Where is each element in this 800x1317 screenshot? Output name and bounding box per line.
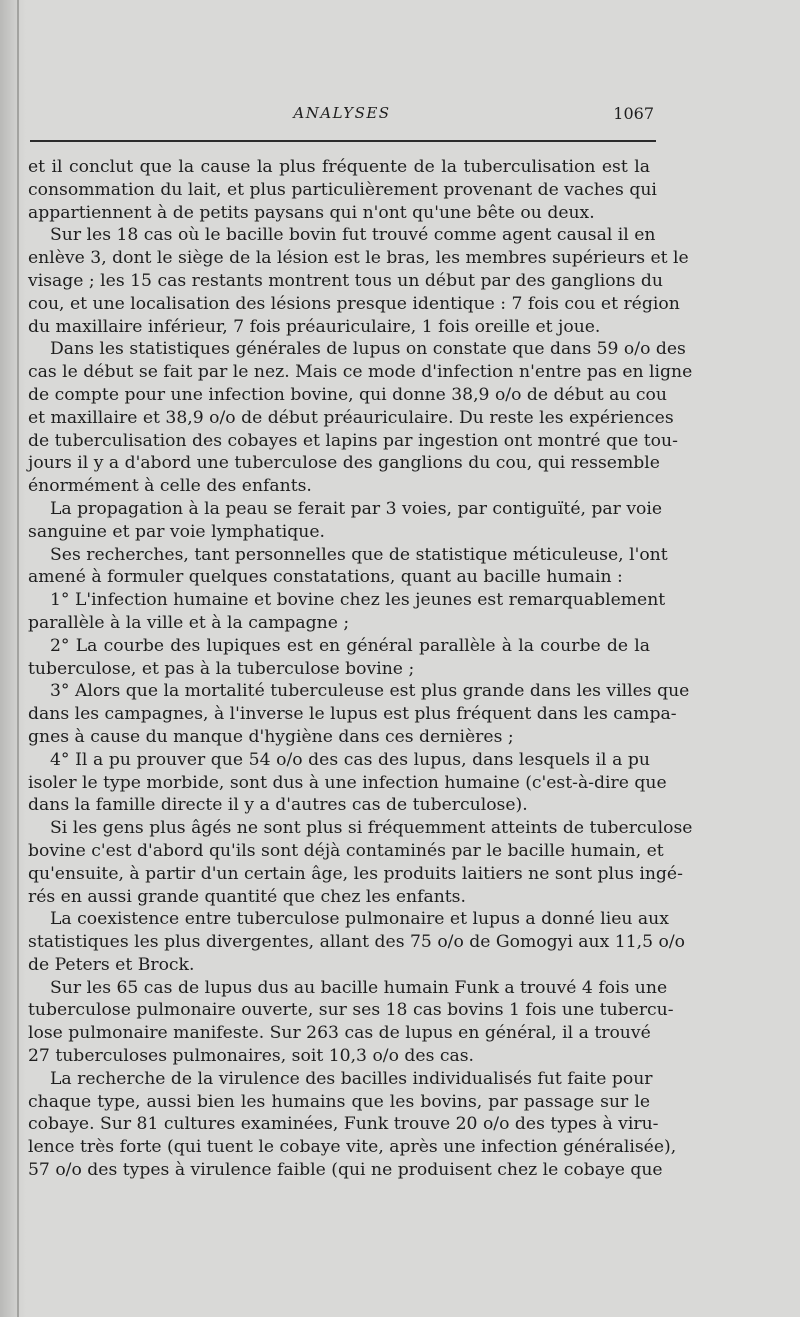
page-number: 1067	[613, 104, 654, 123]
text-line: sanguine et par voie lymphatique.	[28, 521, 326, 542]
text-line: statistiques les plus divergentes, allant des 75 o/o de Gomogyi aux 11,5 o/o	[28, 932, 685, 953]
text-line: consommation du lait, et plus particulièrement provenant de vaches qui	[28, 179, 657, 200]
text-line: et maxillaire et 38,9 o/o de début préauriculaire. Du reste les expériences	[28, 407, 674, 428]
running-title: ANALYSES	[293, 104, 391, 122]
text-line: du maxillaire inférieur, 7 fois préauriculaire, 1 fois oreille et joue.	[28, 316, 601, 337]
header-rule	[30, 140, 656, 142]
text-line: rés en aussi grande quantité que chez les enfants.	[28, 886, 466, 907]
text-line: tuberculose, et pas à la tuberculose bovine ;	[28, 658, 415, 679]
page-header	[30, 104, 654, 134]
text-line: visage ; les 15 cas restants montrent tous un début par des ganglions du	[28, 270, 663, 291]
text-line: Sur les 65 cas de lupus dus au bacille humain Funk a trouvé 4 fois une	[50, 977, 668, 998]
text-line: lence très forte (qui tuent le cobaye vite, après une infection généralisée),	[28, 1137, 677, 1158]
text-line: isoler le type morbide, sont dus à une infection humaine (c'est-à-dire que	[28, 772, 667, 793]
text-line: 27 tuberculoses pulmonaires, soit 10,3 o/o des cas.	[28, 1046, 475, 1067]
text-line: qu'ensuite, à partir d'un certain âge, les produits laitiers ne sont plus ingé-	[28, 863, 683, 884]
text-line: 2° La courbe des lupiques est en général parallèle à la courbe de la	[50, 635, 650, 656]
text-line: La coexistence entre tuberculose pulmonaire et lupus a donné lieu aux	[50, 909, 669, 930]
text-line: dans les campagnes, à l'inverse le lupus est plus fréquent dans les campa-	[28, 704, 677, 725]
text-line: jours il y a d'abord une tuberculose des ganglions du cou, qui ressemble	[28, 453, 660, 474]
text-line: bovine c'est d'abord qu'ils sont déjà contaminés par le bacille humain, et	[28, 840, 664, 861]
text-line: enlève 3, dont le siège de la lésion est le bras, les membres supérieurs et le	[28, 248, 689, 269]
text-line: cas le début se fait par le nez. Mais ce mode d'infection n'entre pas en ligne	[28, 362, 693, 383]
text-line: cou, et une localisation des lésions presque identique : 7 fois cou et région	[28, 293, 680, 314]
text-line: Dans les statistiques générales de lupus on constate que dans 59 o/o des	[50, 339, 686, 360]
text-line: de tuberculisation des cobayes et lapins par ingestion ont montré que tou-	[28, 430, 678, 451]
text-line: et il conclut que la cause la plus fréquente de la tuberculisation est la	[28, 157, 650, 177]
text-line: appartiennent à de petits paysans qui n'ont qu'une bête ou deux.	[28, 202, 595, 223]
text-line: de Peters et Brock.	[28, 954, 195, 975]
text-line: parallèle à la ville et à la campagne ;	[28, 612, 350, 633]
text-line: La propagation à la peau se ferait par 3 voies, par contiguïté, par voie	[50, 498, 663, 519]
text-line: amené à formuler quelques constatations, quant au bacille humain :	[28, 567, 623, 588]
text-line: cobaye. Sur 81 cultures examinées, Funk trouve 20 o/o des types à viru-	[28, 1114, 659, 1135]
text-line: 4° Il a pu prouver que 54 o/o des cas des lupus, dans lesquels il a pu	[50, 749, 650, 770]
text-line: Si les gens plus âgés ne sont plus si fréquemment atteints de tuberculose	[50, 818, 693, 839]
text-line: 3° Alors que la mortalité tuberculeuse est plus grande dans les villes que	[50, 681, 690, 702]
text-line: de compte pour une infection bovine, qui donne 38,9 o/o de début au cou	[28, 384, 667, 405]
body-text	[28, 156, 693, 1182]
text-line: dans la famille directe il y a d'autres cas de tuberculose).	[28, 795, 528, 816]
text-line: chaque type, aussi bien les humains que les bovins, par passage sur le	[28, 1091, 650, 1112]
text-line: énormément à celle des enfants.	[28, 476, 312, 497]
text-line: Ses recherches, tant personnelles que de statistique méticuleuse, l'ont	[50, 544, 668, 565]
text-line: Sur les 18 cas où le bacille bovin fut trouvé comme agent causal il en	[50, 225, 656, 246]
text-line: lose pulmonaire manifeste. Sur 263 cas de lupus en général, il a trouvé	[28, 1023, 651, 1044]
text-line: 57 o/o des types à virulence faible (qui ne produisent chez le cobaye que	[28, 1160, 663, 1181]
text-line: tuberculose pulmonaire ouverte, sur ses 18 cas bovins 1 fois une tubercu-	[28, 1000, 674, 1021]
binding-edge	[17, 0, 19, 1317]
text-line: gnes à cause du manque d'hygiène dans ces dernières ;	[28, 726, 514, 747]
text-line: 1° L'infection humaine et bovine chez les jeunes est remarquablement	[50, 590, 666, 611]
page-gutter-shadow	[0, 0, 26, 1317]
text-line: La recherche de la virulence des bacilles individualisés fut faite pour	[50, 1068, 653, 1089]
